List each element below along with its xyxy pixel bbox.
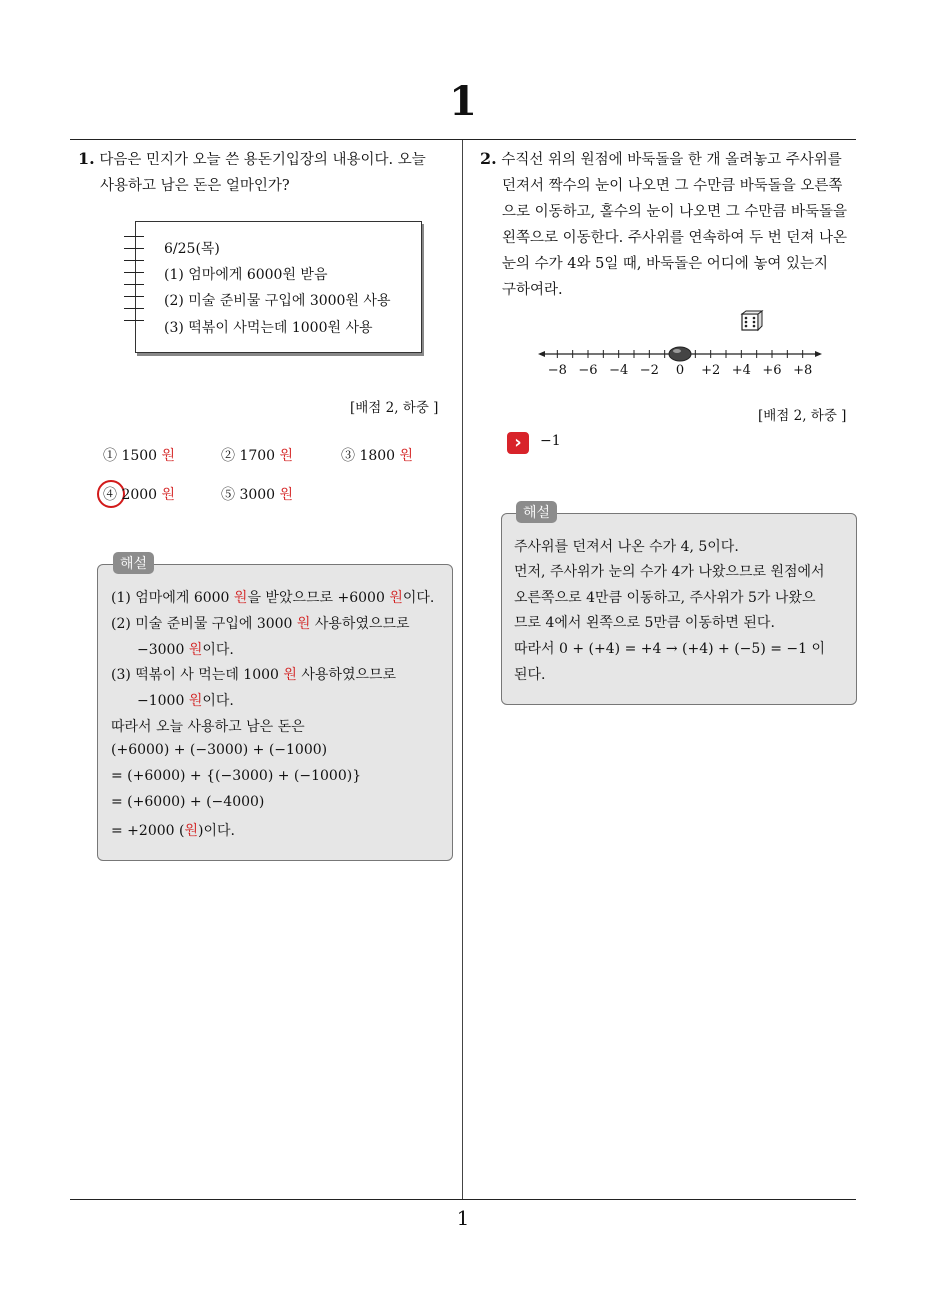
- bottom-rule: [70, 1199, 856, 1200]
- number-line-label: −6: [578, 363, 598, 378]
- question-2-line-5: 눈의 수가 4와 5일 때, 바둑돌은 어디에 놓여 있는지: [502, 256, 829, 272]
- choice-4-unit: 원: [161, 487, 176, 503]
- choice-1-value: 1500: [121, 448, 158, 464]
- number-line-label: −8: [547, 363, 567, 378]
- question-1-number: 1.: [78, 149, 95, 168]
- solution-1-line-7: (+6000) + (−3000) + (−1000): [111, 742, 328, 758]
- choice-2[interactable]: [221, 445, 293, 465]
- solution-1-line-5: −1000 원이다.: [137, 693, 234, 709]
- solution-1-line-2: (2) 미술 준비물 구입에 3000 원 사용하였으므로: [111, 616, 410, 632]
- solution-1-line-3: −3000 원이다.: [137, 642, 234, 658]
- solution-2-tag: 해설: [516, 501, 557, 523]
- question-2-number: 2.: [480, 149, 497, 168]
- go-stone-highlight: [673, 349, 681, 353]
- choice-1-unit: 원: [161, 448, 176, 464]
- go-stone: [669, 347, 691, 361]
- question-2-line-3: 으로 이동하고, 홀수의 눈이 나오면 그 수만큼 바둑돌을: [502, 204, 848, 220]
- number-line-label: +4: [731, 363, 751, 378]
- number-line-label: −4: [609, 363, 629, 378]
- question-2-line-4: 왼쪽으로 이동한다. 주사위를 연속하여 두 번 던져 나온: [502, 230, 848, 246]
- choice-5[interactable]: [221, 484, 293, 504]
- question-2-line-6: 구하여라.: [502, 282, 563, 298]
- question-1-line-1: 다음은 민지가 오늘 쓴 용돈기입장의 내용이다. 오늘: [99, 152, 426, 168]
- memo-date: 6/25(목): [164, 241, 220, 257]
- column-divider: [462, 140, 463, 1200]
- question-1-line-2: 사용하고 남은 돈은 얼마인가?: [100, 178, 290, 194]
- solution-2-line-6: 된다.: [514, 667, 546, 683]
- question-2: [480, 146, 860, 303]
- question-2-score: [배점 2, 하중 ]: [758, 408, 847, 424]
- choice-2-unit: 원: [279, 448, 294, 464]
- number-line-label: −2: [639, 363, 659, 378]
- page-title: 1: [449, 78, 477, 125]
- choice-3-value: 1800: [359, 448, 396, 464]
- choice-5-unit: 원: [279, 487, 294, 503]
- question-2-line-1: 수직선 위의 원점에 바둑돌을 한 개 올려놓고 주사위를: [501, 152, 842, 168]
- solution-1-line-9: = (+6000) + (−4000): [111, 794, 265, 810]
- solution-2-line-3: 오른쪽으로 4만큼 이동하고, 주사위가 5가 나왔으: [514, 590, 816, 606]
- choice-3-unit: 원: [399, 448, 414, 464]
- memo-binding: [124, 236, 144, 332]
- solution-2-line-4: 므로 4에서 왼쪽으로 5만큼 이동하면 된다.: [514, 615, 775, 631]
- choice-3[interactable]: [341, 445, 413, 465]
- solution-1-tag: 해설: [113, 552, 154, 574]
- answer-arrow-icon: ›: [507, 432, 529, 454]
- solution-1-line-1: (1) 엄마에게 6000 원을 받았으므로 +6000 원이다.: [111, 590, 435, 606]
- solution-1-line-4: (3) 떡볶이 사 먹는데 1000 원 사용하였으므로: [111, 667, 397, 683]
- choice-3-mark: ③: [341, 448, 355, 464]
- question-1: [78, 146, 458, 199]
- number-line-figure: [530, 305, 830, 385]
- question-2-line-2: 던져서 짝수의 눈이 나오면 그 수만큼 바둑돌을 오른쪽: [502, 178, 843, 194]
- choice-5-value: 3000: [239, 487, 276, 503]
- choice-1[interactable]: [103, 445, 175, 465]
- choice-4[interactable]: [103, 484, 175, 504]
- memo-item-3: (3) 떡볶이 사먹는데 1000원 사용: [164, 320, 373, 336]
- choice-4-value: 2000: [121, 487, 158, 503]
- solution-2-line-5: 따라서 0 + (+4) = +4 → (+4) + (−5) = −1 이: [514, 641, 826, 657]
- solution-1-line-6: 따라서 오늘 사용하고 남은 돈은: [111, 719, 305, 735]
- number-line-right-arrow: [815, 351, 822, 357]
- choice-4-mark: ④: [103, 487, 117, 503]
- allowance-memo: [135, 221, 422, 353]
- solution-1-line-10: = +2000 (원)이다.: [111, 823, 235, 839]
- choice-1-mark: ①: [103, 448, 117, 464]
- choice-2-value: 1700: [239, 448, 276, 464]
- number-line-label: 0: [675, 363, 685, 378]
- number-line-label: +6: [762, 363, 782, 378]
- top-rule: [70, 139, 856, 140]
- question-2-answer: −1: [540, 433, 561, 449]
- page-number: 1: [456, 1206, 470, 1230]
- number-line-label: +8: [793, 363, 813, 378]
- number-line-label: +2: [701, 363, 721, 378]
- solution-2-line-1: 주사위를 던져서 나온 수가 4, 5이다.: [514, 539, 739, 555]
- question-1-score: [배점 2, 하중 ]: [350, 400, 439, 416]
- memo-item-2: (2) 미술 준비물 구입에 3000원 사용: [164, 293, 391, 309]
- choice-5-mark: ⑤: [221, 487, 235, 503]
- dice-icon: [742, 311, 762, 330]
- solution-1-box: [97, 564, 453, 861]
- number-line-left-arrow: [538, 351, 545, 357]
- solution-1-line-8: = (+6000) + {(−3000) + (−1000)}: [111, 768, 362, 784]
- memo-item-1: (1) 엄마에게 6000원 받음: [164, 267, 328, 283]
- choice-2-mark: ②: [221, 448, 235, 464]
- solution-2-line-2: 먼저, 주사위가 눈의 수가 4가 나왔으므로 원점에서: [514, 564, 825, 580]
